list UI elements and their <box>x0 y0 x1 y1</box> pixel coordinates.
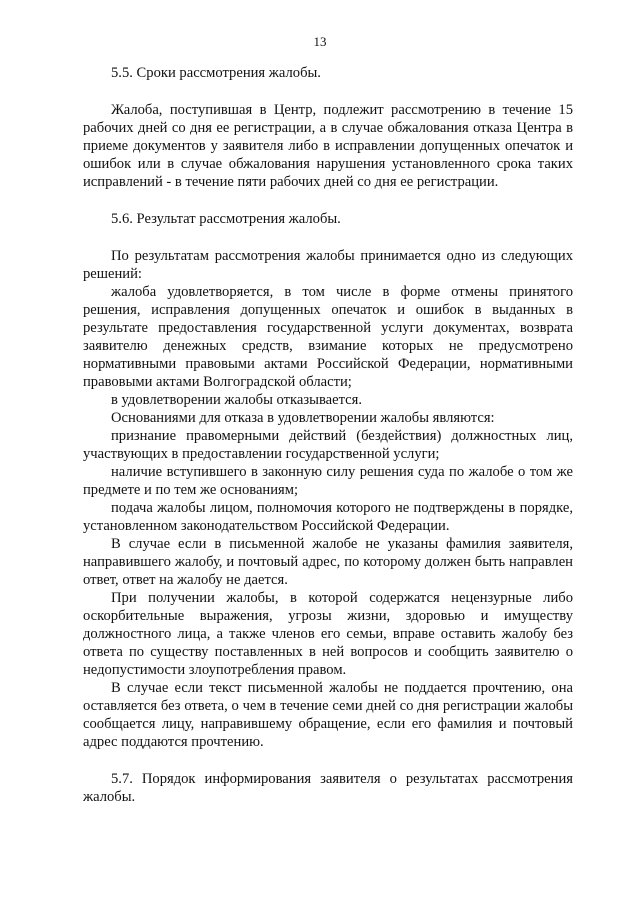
section-5-6-heading: 5.6. Результат рассмотрения жалобы. <box>111 211 341 227</box>
section-5-6-paragraph: подача жалобы лицом, полномочия которого не подтверждены в порядке, установленном законодательством Российской Федерации. <box>83 500 573 534</box>
section-5-6-paragraph: признание правомерными действий (бездействия) должностных лиц, участвующих в предоставлении государственной услуги; <box>83 428 573 462</box>
page-number: 13 <box>313 34 327 49</box>
section-5-5-paragraph: Жалоба, поступившая в Центр, подлежит рассмотрению в течение 15 рабочих дней со дня ее регистрации, а в случае обжалования отказа Центра в приеме документов у заявителя либо в исправлении допущенных опечаток и ошибок или в случае обжалования нарушения установленного срока таких исправлений - в течение пяти рабочих дней со дня ее регистрации. <box>83 102 573 190</box>
section-5-6-paragraph: В случае если текст письменной жалобы не поддается прочтению, она оставляется без ответа, о чем в течение семи дней со дня регистрации жалобы сообщается лицу, направившему обращение, если его фамилия и почтовый адрес поддаются прочтению. <box>83 680 573 750</box>
document-body <box>83 64 573 806</box>
section-5-6-paragraph: в удовлетворении жалобы отказывается. <box>111 392 363 408</box>
section-5-6-paragraph: наличие вступившего в законную силу решения суда по жалобе о том же предмете и по тем же основаниям; <box>83 464 573 498</box>
section-5-5-heading: 5.5. Сроки рассмотрения жалобы. <box>111 65 321 81</box>
section-5-7-heading: 5.7. Порядок информирования заявителя о результатах рассмотрения жалобы. <box>83 771 573 805</box>
section-5-6-paragraph: Основаниями для отказа в удовлетворении жалобы являются: <box>111 410 495 426</box>
section-5-6-paragraph: В случае если в письменной жалобе не указаны фамилия заявителя, направившего жалобу, и почтовый адрес, по которому должен быть направлен ответ, ответ на жалобу не дается. <box>83 536 573 588</box>
section-5-6-paragraph: При получении жалобы, в которой содержатся нецензурные либо оскорбительные выражения, угрозы жизни, здоровью и имуществу должностного лица, а также членов его семьи, вправе оставить жалобу без ответа по существу поставленных в ней вопросов и сообщить заявителю о недопустимости злоупотребления правом. <box>83 590 573 678</box>
section-5-6-paragraph: По результатам рассмотрения жалобы принимается одно из следующих решений: <box>83 248 573 282</box>
section-5-6-paragraph: жалоба удовлетворяется, в том числе в форме отмены принятого решения, исправления допущенных опечаток и ошибок в выданных в результате предоставления государственной услуги документах, возврата заявителю денежных средств, взимание которых не предусмотрено нормативными правовыми актами Российской Федерации, нормативными правовыми актами Волгоградской области; <box>83 284 573 390</box>
